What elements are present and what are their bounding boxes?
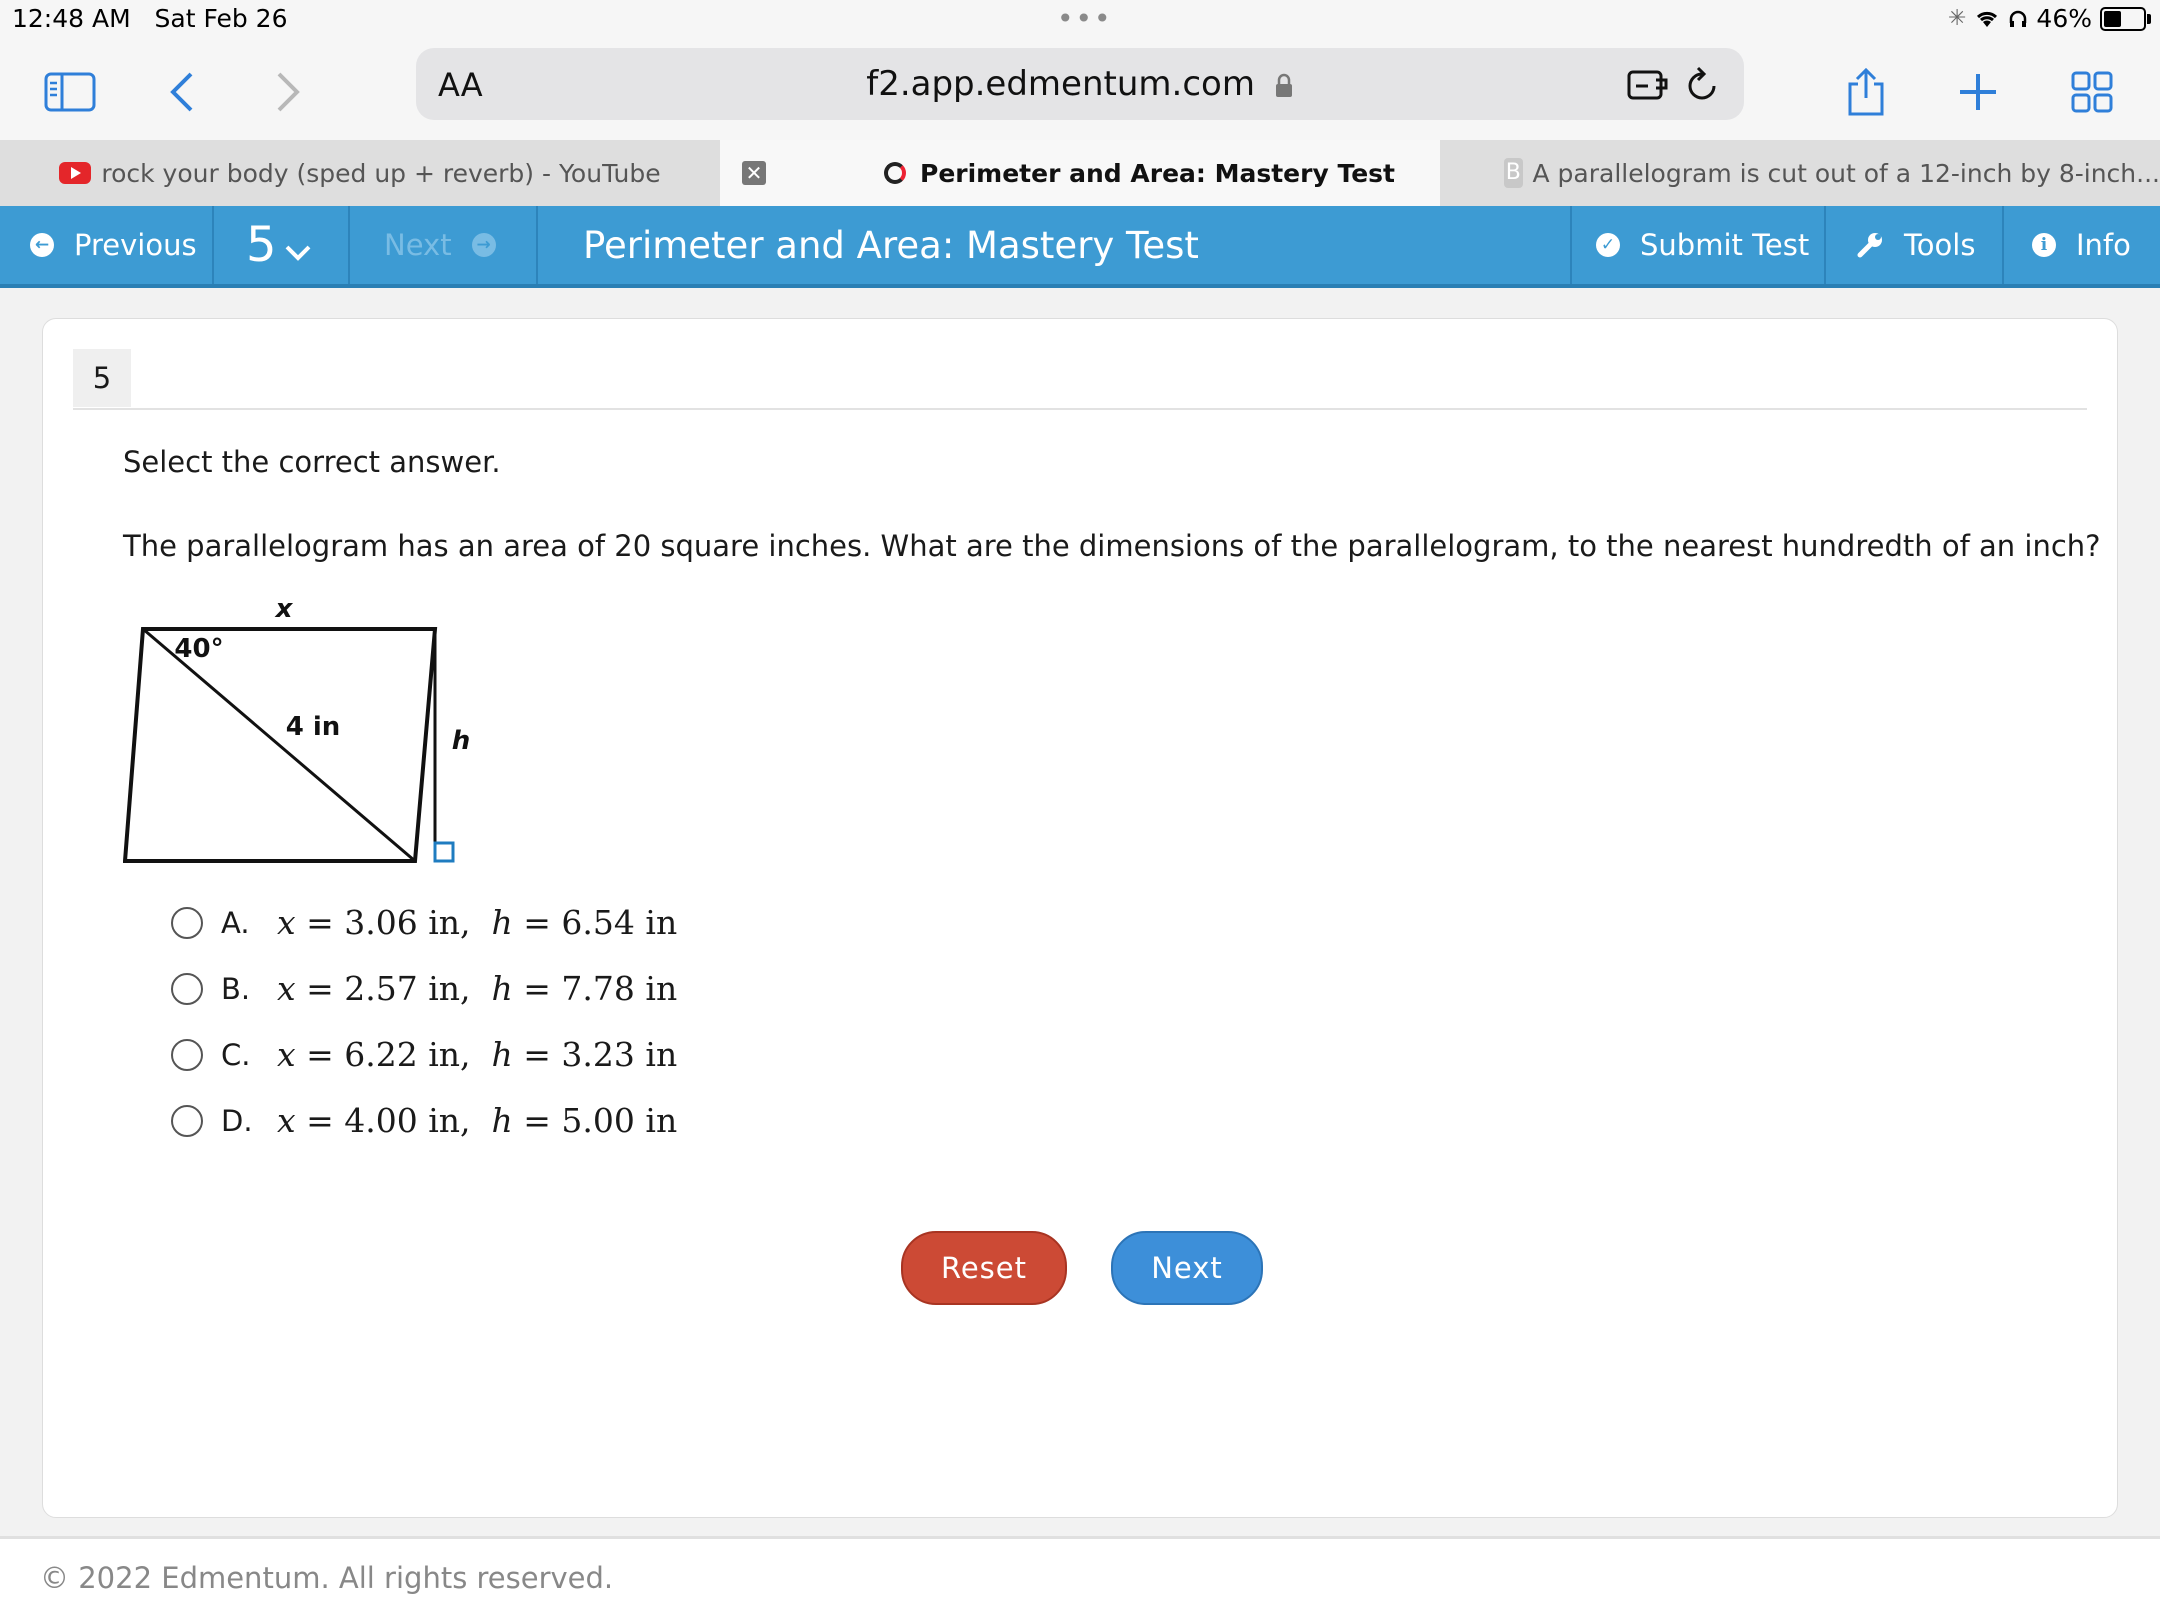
radio-button[interactable] — [171, 1105, 203, 1137]
reset-button[interactable]: Reset — [901, 1231, 1067, 1305]
label-angle: 40° — [174, 634, 223, 664]
option-letter: B. — [221, 972, 281, 1006]
address-bar[interactable] — [416, 48, 1744, 120]
submit-test-button[interactable] — [1596, 206, 1809, 284]
right-angle-marker — [435, 843, 453, 861]
extension-icon[interactable] — [1626, 64, 1670, 106]
option-letter: C. — [221, 1038, 281, 1072]
wrench-icon — [1856, 231, 1884, 259]
option-letter: D. — [221, 1104, 281, 1138]
divider — [73, 408, 2087, 410]
question-card — [42, 318, 2118, 1518]
tab-youtube[interactable] — [0, 140, 720, 206]
option-math: x = 2.57 in, h = 7.78 in — [277, 969, 677, 1008]
radio-button[interactable] — [171, 907, 203, 939]
test-navigation-bar — [0, 206, 2160, 288]
page-footer — [0, 1536, 2160, 1623]
next-button[interactable]: Next — [1111, 1231, 1263, 1305]
label-diagonal: 4 in — [286, 712, 341, 742]
nav-divider — [212, 206, 214, 284]
reload-icon[interactable] — [1684, 64, 1720, 108]
radio-button[interactable] — [171, 973, 203, 1005]
tab-label: rock your body (sped up + reverb) - YouTube — [101, 159, 660, 188]
tab-label: A parallelogram is cut out of a 12-inch by 8-inch... — [1533, 159, 2160, 188]
copyright-text: © 2022 Edmentum. All rights reserved. — [40, 1561, 613, 1595]
new-tab-icon[interactable] — [1948, 62, 2008, 122]
tools-label: Tools — [1904, 228, 1975, 262]
forward-icon[interactable] — [258, 62, 318, 122]
status-right — [1948, 4, 2146, 33]
tab-parallelogram[interactable] — [1440, 140, 2160, 206]
edmentum-icon — [884, 162, 906, 184]
text-size-button[interactable]: AA — [438, 66, 483, 104]
nav-divider — [2002, 206, 2004, 284]
battery-percent: 46% — [2036, 4, 2092, 33]
tools-button[interactable] — [1856, 206, 1975, 284]
radio-button[interactable] — [171, 1039, 203, 1071]
option-math: x = 4.00 in, h = 5.00 in — [277, 1101, 677, 1140]
info-circle-icon: i — [2032, 233, 2056, 257]
option-d[interactable] — [171, 1101, 677, 1140]
nav-divider — [536, 206, 538, 284]
label-x: x — [274, 594, 294, 624]
multitasking-dots-icon[interactable]: ••• — [1057, 2, 1113, 35]
question-number: 5 — [73, 349, 131, 407]
tab-favicon-b: B — [1504, 158, 1523, 188]
next-nav-label: Next — [384, 228, 452, 262]
status-date: Sat Feb 26 — [155, 4, 288, 33]
wifi-icon — [1974, 9, 2000, 29]
test-title: Perimeter and Area: Mastery Test — [583, 224, 1199, 267]
option-b[interactable] — [171, 969, 677, 1008]
info-label: Info — [2076, 228, 2131, 262]
url-text: f2.app.edmentum.com — [866, 64, 1255, 104]
next-nav-button[interactable] — [384, 206, 496, 284]
tab-mastery-test[interactable] — [720, 140, 1440, 206]
headphones-icon — [2008, 9, 2028, 29]
activity-icon: ✳ — [1948, 6, 1966, 31]
submit-label: Submit Test — [1640, 228, 1809, 262]
share-icon[interactable] — [1836, 62, 1896, 122]
tab-overview-icon[interactable] — [2062, 62, 2122, 122]
nav-divider — [1824, 206, 1826, 284]
option-math: x = 3.06 in, h = 6.54 in — [277, 903, 677, 942]
browser-toolbar — [0, 44, 2160, 140]
youtube-icon — [59, 162, 91, 184]
tab-label: Perimeter and Area: Mastery Test — [920, 159, 1395, 188]
lock-icon — [1274, 73, 1294, 99]
option-c[interactable] — [171, 1035, 677, 1074]
previous-button[interactable] — [30, 206, 197, 284]
back-icon[interactable] — [152, 62, 212, 122]
arrow-left-circle-icon: ← — [30, 233, 54, 257]
instruction-text: Select the correct answer. — [123, 445, 501, 479]
close-tab-icon[interactable]: ✕ — [742, 161, 766, 185]
chevron-down-icon — [283, 241, 313, 263]
label-h: h — [452, 726, 471, 756]
status-bar — [0, 0, 2160, 44]
battery-icon — [2100, 7, 2146, 31]
tab-bar — [0, 140, 2160, 206]
option-letter: A. — [221, 906, 281, 940]
checkmark-circle-icon: ✓ — [1596, 233, 1620, 257]
question-selector[interactable] — [246, 206, 313, 284]
info-button[interactable] — [2032, 206, 2131, 284]
nav-divider — [1570, 206, 1572, 284]
arrow-right-circle-icon: → — [472, 233, 496, 257]
question-selector-value: 5 — [246, 217, 277, 273]
previous-label: Previous — [74, 228, 197, 262]
parallelogram-figure — [123, 589, 483, 889]
sidebar-icon[interactable] — [40, 62, 100, 122]
url-field[interactable] — [416, 64, 1744, 104]
nav-divider — [348, 206, 350, 284]
status-time: 12:48 AM Sat Feb 26 — [12, 4, 287, 33]
option-math: x = 6.22 in, h = 3.23 in — [277, 1035, 677, 1074]
option-a[interactable] — [171, 903, 677, 942]
question-text: The parallelogram has an area of 20 square inches. What are the dimensions of the parallelogram, to the nearest hundredth of an inch? — [123, 529, 2101, 563]
